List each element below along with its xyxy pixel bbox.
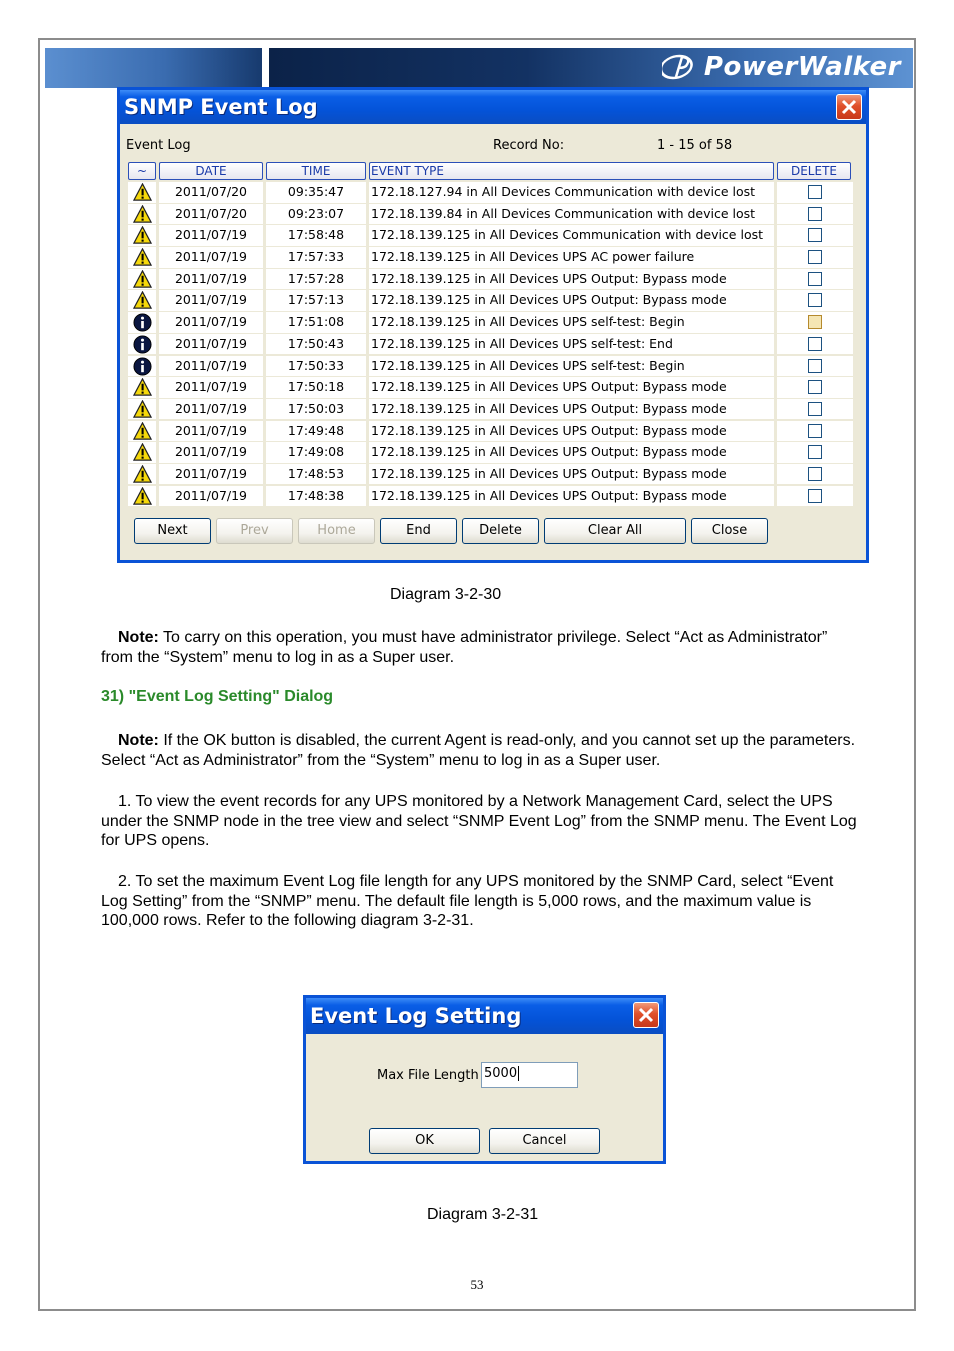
note-paragraph-1: Note: To carry on this operation, you must have administrator privilege. Select “Act as Administrator” from the “System” menu to log in as a Super user. bbox=[101, 629, 828, 666]
row-time: 17:48:53 bbox=[266, 464, 366, 485]
row-icon-cell bbox=[128, 464, 156, 485]
row-time: 17:57:33 bbox=[266, 247, 366, 268]
row-event-type: 172.18.139.125 in All Devices UPS Output: Bypass mode bbox=[369, 377, 774, 398]
close-icon[interactable] bbox=[836, 94, 862, 120]
delete-checkbox[interactable] bbox=[808, 272, 822, 286]
row-delete-cell bbox=[777, 247, 853, 268]
row-time: 17:58:48 bbox=[266, 225, 366, 246]
delete-checkbox[interactable] bbox=[808, 489, 822, 503]
row-delete-cell bbox=[777, 464, 853, 485]
warning-icon bbox=[133, 226, 152, 245]
step-2-paragraph: 2. To set the maximum Event Log file length for any UPS monitored by the SNMP Card, select “Event Log Setting” from the “SNMP” menu. The default file length is 5,000 rows, and the maximum value is 100,000 rows. Refer to the following diagram 3-2-31. bbox=[101, 873, 834, 929]
header-banner bbox=[45, 48, 913, 88]
row-icon-cell bbox=[128, 247, 156, 268]
row-event-type: 172.18.139.125 in All Devices UPS Output: Bypass mode bbox=[369, 486, 774, 507]
row-time: 17:50:18 bbox=[266, 377, 366, 398]
column-header-time[interactable]: TIME bbox=[266, 162, 366, 180]
row-event-type: 172.18.139.125 in All Devices UPS Output: Bypass mode bbox=[369, 421, 774, 442]
record-no-value: 1 - 15 of 58 bbox=[657, 138, 733, 153]
row-time: 17:57:13 bbox=[266, 290, 366, 311]
warning-icon bbox=[133, 487, 152, 506]
row-icon-cell bbox=[128, 334, 156, 355]
column-header-date[interactable]: DATE bbox=[159, 162, 263, 180]
delete-checkbox[interactable] bbox=[808, 402, 822, 416]
table-row[interactable] bbox=[128, 247, 854, 269]
delete-checkbox[interactable] bbox=[808, 315, 822, 329]
section-heading: 31) "Event Log Setting" Dialog bbox=[101, 688, 334, 705]
row-icon-cell bbox=[128, 269, 156, 290]
row-date: 2011/07/19 bbox=[159, 225, 263, 246]
snmp-event-log-dialog bbox=[117, 87, 869, 563]
row-delete-cell bbox=[777, 399, 853, 420]
row-delete-cell bbox=[777, 312, 853, 333]
row-time: 17:49:48 bbox=[266, 421, 366, 442]
row-event-type: 172.18.139.125 in All Devices UPS Output: Bypass mode bbox=[369, 290, 774, 311]
delete-checkbox[interactable] bbox=[808, 293, 822, 307]
row-date: 2011/07/19 bbox=[159, 421, 263, 442]
delete-checkbox[interactable] bbox=[808, 359, 822, 373]
row-delete-cell bbox=[777, 269, 853, 290]
warning-icon bbox=[133, 422, 152, 441]
row-icon-cell bbox=[128, 421, 156, 442]
row-date: 2011/07/19 bbox=[159, 269, 263, 290]
row-event-type: 172.18.139.125 in All Devices Communication with device lost bbox=[369, 225, 774, 246]
row-date: 2011/07/19 bbox=[159, 486, 263, 507]
row-icon-cell bbox=[128, 290, 156, 311]
max-file-length-label: Max File Length bbox=[377, 1068, 479, 1083]
row-event-type: 172.18.139.125 in All Devices UPS Output: Bypass mode bbox=[369, 269, 774, 290]
row-icon-cell bbox=[128, 312, 156, 333]
row-icon-cell bbox=[128, 182, 156, 203]
end-button[interactable]: End bbox=[380, 518, 457, 544]
row-date: 2011/07/19 bbox=[159, 290, 263, 311]
delete-checkbox[interactable] bbox=[808, 337, 822, 351]
page-number: 53 bbox=[470, 1277, 484, 1292]
row-time: 09:35:47 bbox=[266, 182, 366, 203]
row-time: 17:50:03 bbox=[266, 399, 366, 420]
row-time: 17:50:43 bbox=[266, 334, 366, 355]
row-delete-cell bbox=[777, 334, 853, 355]
row-delete-cell bbox=[777, 356, 853, 377]
warning-icon bbox=[133, 465, 152, 484]
note-paragraph-2: Note: If the OK button is disabled, the current Agent is read-only, and you cannot set up the parameters. Select “Act as Administrator” from the “System” menu to log in as a Super user. bbox=[101, 732, 856, 769]
column-header-icon[interactable]: ~ bbox=[128, 162, 156, 180]
prev-button[interactable]: Prev bbox=[216, 518, 293, 544]
row-icon-cell bbox=[128, 377, 156, 398]
delete-button[interactable]: Delete bbox=[462, 518, 539, 544]
delete-checkbox[interactable] bbox=[808, 445, 822, 459]
powerwalker-logo-icon bbox=[662, 53, 698, 81]
table-row[interactable] bbox=[128, 399, 854, 421]
row-time: 17:48:38 bbox=[266, 486, 366, 507]
warning-icon bbox=[133, 378, 152, 397]
close-button[interactable]: Close bbox=[691, 518, 768, 544]
brand-logo bbox=[662, 52, 901, 82]
info-icon bbox=[133, 335, 152, 354]
caption-diagram-3-2-30: Diagram 3-2-30 bbox=[390, 586, 502, 603]
column-header-event-type[interactable]: EVENT TYPE bbox=[369, 162, 774, 180]
row-delete-cell bbox=[777, 204, 853, 225]
table-row[interactable] bbox=[128, 182, 854, 204]
delete-checkbox[interactable] bbox=[808, 424, 822, 438]
delete-checkbox[interactable] bbox=[808, 250, 822, 264]
row-date: 2011/07/19 bbox=[159, 442, 263, 463]
row-event-type: 172.18.139.125 in All Devices UPS self-test: Begin bbox=[369, 312, 774, 333]
row-icon-cell bbox=[128, 204, 156, 225]
row-delete-cell bbox=[777, 486, 853, 507]
ok-button[interactable]: OK bbox=[369, 1128, 480, 1154]
row-event-type: 172.18.139.125 in All Devices UPS self-test: Begin bbox=[369, 356, 774, 377]
table-row[interactable] bbox=[128, 464, 854, 486]
row-event-type: 172.18.139.125 in All Devices UPS Output: Bypass mode bbox=[369, 464, 774, 485]
row-event-type: 172.18.139.84 in All Devices Communication with device lost bbox=[369, 204, 774, 225]
next-button[interactable]: Next bbox=[134, 518, 211, 544]
table-row[interactable] bbox=[128, 290, 854, 312]
record-no-label: Record No: bbox=[493, 138, 565, 153]
row-delete-cell bbox=[777, 290, 853, 311]
row-time: 17:50:33 bbox=[266, 356, 366, 377]
row-event-type: 172.18.127.94 in All Devices Communication with device lost bbox=[369, 182, 774, 203]
row-date: 2011/07/19 bbox=[159, 464, 263, 485]
table-row[interactable] bbox=[128, 269, 854, 291]
warning-icon bbox=[133, 270, 152, 289]
warning-icon bbox=[133, 183, 152, 202]
row-date: 2011/07/19 bbox=[159, 356, 263, 377]
row-icon-cell bbox=[128, 356, 156, 377]
row-date: 2011/07/20 bbox=[159, 204, 263, 225]
table-row[interactable] bbox=[128, 225, 854, 247]
event-log-table bbox=[128, 182, 854, 507]
step-1-paragraph: 1. To view the event records for any UPS monitored by a Network Management Card, select the UPS under the SNMP node in the tree view and select “SNMP Event Log” from the SNMP menu. The Event Log for UPS opens. bbox=[101, 793, 857, 849]
warning-icon bbox=[133, 400, 152, 419]
row-icon-cell bbox=[128, 399, 156, 420]
dialog-title: SNMP Event Log bbox=[124, 95, 318, 119]
row-date: 2011/07/19 bbox=[159, 399, 263, 420]
row-event-type: 172.18.139.125 in All Devices UPS Output: Bypass mode bbox=[369, 399, 774, 420]
table-row[interactable] bbox=[128, 204, 854, 226]
row-time: 17:57:28 bbox=[266, 269, 366, 290]
setting-dialog-title-bar bbox=[306, 998, 663, 1034]
row-date: 2011/07/19 bbox=[159, 247, 263, 268]
table-row[interactable] bbox=[128, 486, 854, 508]
row-time: 09:23:07 bbox=[266, 204, 366, 225]
cancel-button[interactable]: Cancel bbox=[489, 1128, 600, 1154]
table-row[interactable] bbox=[128, 312, 854, 334]
warning-icon bbox=[133, 291, 152, 310]
text-cursor bbox=[518, 1066, 519, 1081]
table-row[interactable] bbox=[128, 421, 854, 443]
caption-diagram-3-2-31: Diagram 3-2-31 bbox=[427, 1206, 539, 1223]
close-icon[interactable] bbox=[633, 1002, 659, 1028]
table-row[interactable] bbox=[128, 442, 854, 464]
event-log-setting-dialog bbox=[303, 995, 666, 1164]
table-row[interactable] bbox=[128, 356, 854, 378]
row-delete-cell bbox=[777, 225, 853, 246]
row-delete-cell bbox=[777, 377, 853, 398]
info-icon bbox=[133, 313, 152, 332]
clear-all-button[interactable]: Clear All bbox=[544, 518, 686, 544]
table-row[interactable] bbox=[128, 334, 854, 356]
table-row[interactable] bbox=[128, 377, 854, 399]
row-date: 2011/07/19 bbox=[159, 312, 263, 333]
row-date: 2011/07/19 bbox=[159, 377, 263, 398]
info-icon bbox=[133, 357, 152, 376]
setting-dialog-title: Event Log Setting bbox=[310, 1004, 522, 1028]
event-log-label: Event Log bbox=[126, 138, 191, 153]
row-date: 2011/07/19 bbox=[159, 334, 263, 355]
brand-name: PowerWalker bbox=[703, 52, 901, 82]
home-button[interactable]: Home bbox=[298, 518, 375, 544]
row-event-type: 172.18.139.125 in All Devices UPS AC power failure bbox=[369, 247, 774, 268]
warning-icon bbox=[133, 248, 152, 267]
row-icon-cell bbox=[128, 225, 156, 246]
row-icon-cell bbox=[128, 486, 156, 507]
delete-checkbox[interactable] bbox=[808, 207, 822, 221]
column-header-delete[interactable]: DELETE bbox=[777, 162, 851, 180]
row-delete-cell bbox=[777, 182, 853, 203]
delete-checkbox[interactable] bbox=[808, 228, 822, 242]
warning-icon bbox=[133, 443, 152, 462]
row-event-type: 172.18.139.125 in All Devices UPS self-test: End bbox=[369, 334, 774, 355]
row-delete-cell bbox=[777, 442, 853, 463]
delete-checkbox[interactable] bbox=[808, 467, 822, 481]
row-time: 17:51:08 bbox=[266, 312, 366, 333]
row-event-type: 172.18.139.125 in All Devices UPS Output: Bypass mode bbox=[369, 442, 774, 463]
dialog-title-bar bbox=[120, 90, 866, 124]
row-icon-cell bbox=[128, 442, 156, 463]
row-delete-cell bbox=[777, 421, 853, 442]
delete-checkbox[interactable] bbox=[808, 185, 822, 199]
row-date: 2011/07/20 bbox=[159, 182, 263, 203]
max-file-length-input[interactable]: 5000 bbox=[481, 1062, 578, 1088]
warning-icon bbox=[133, 205, 152, 224]
delete-checkbox[interactable] bbox=[808, 380, 822, 394]
row-time: 17:49:08 bbox=[266, 442, 366, 463]
